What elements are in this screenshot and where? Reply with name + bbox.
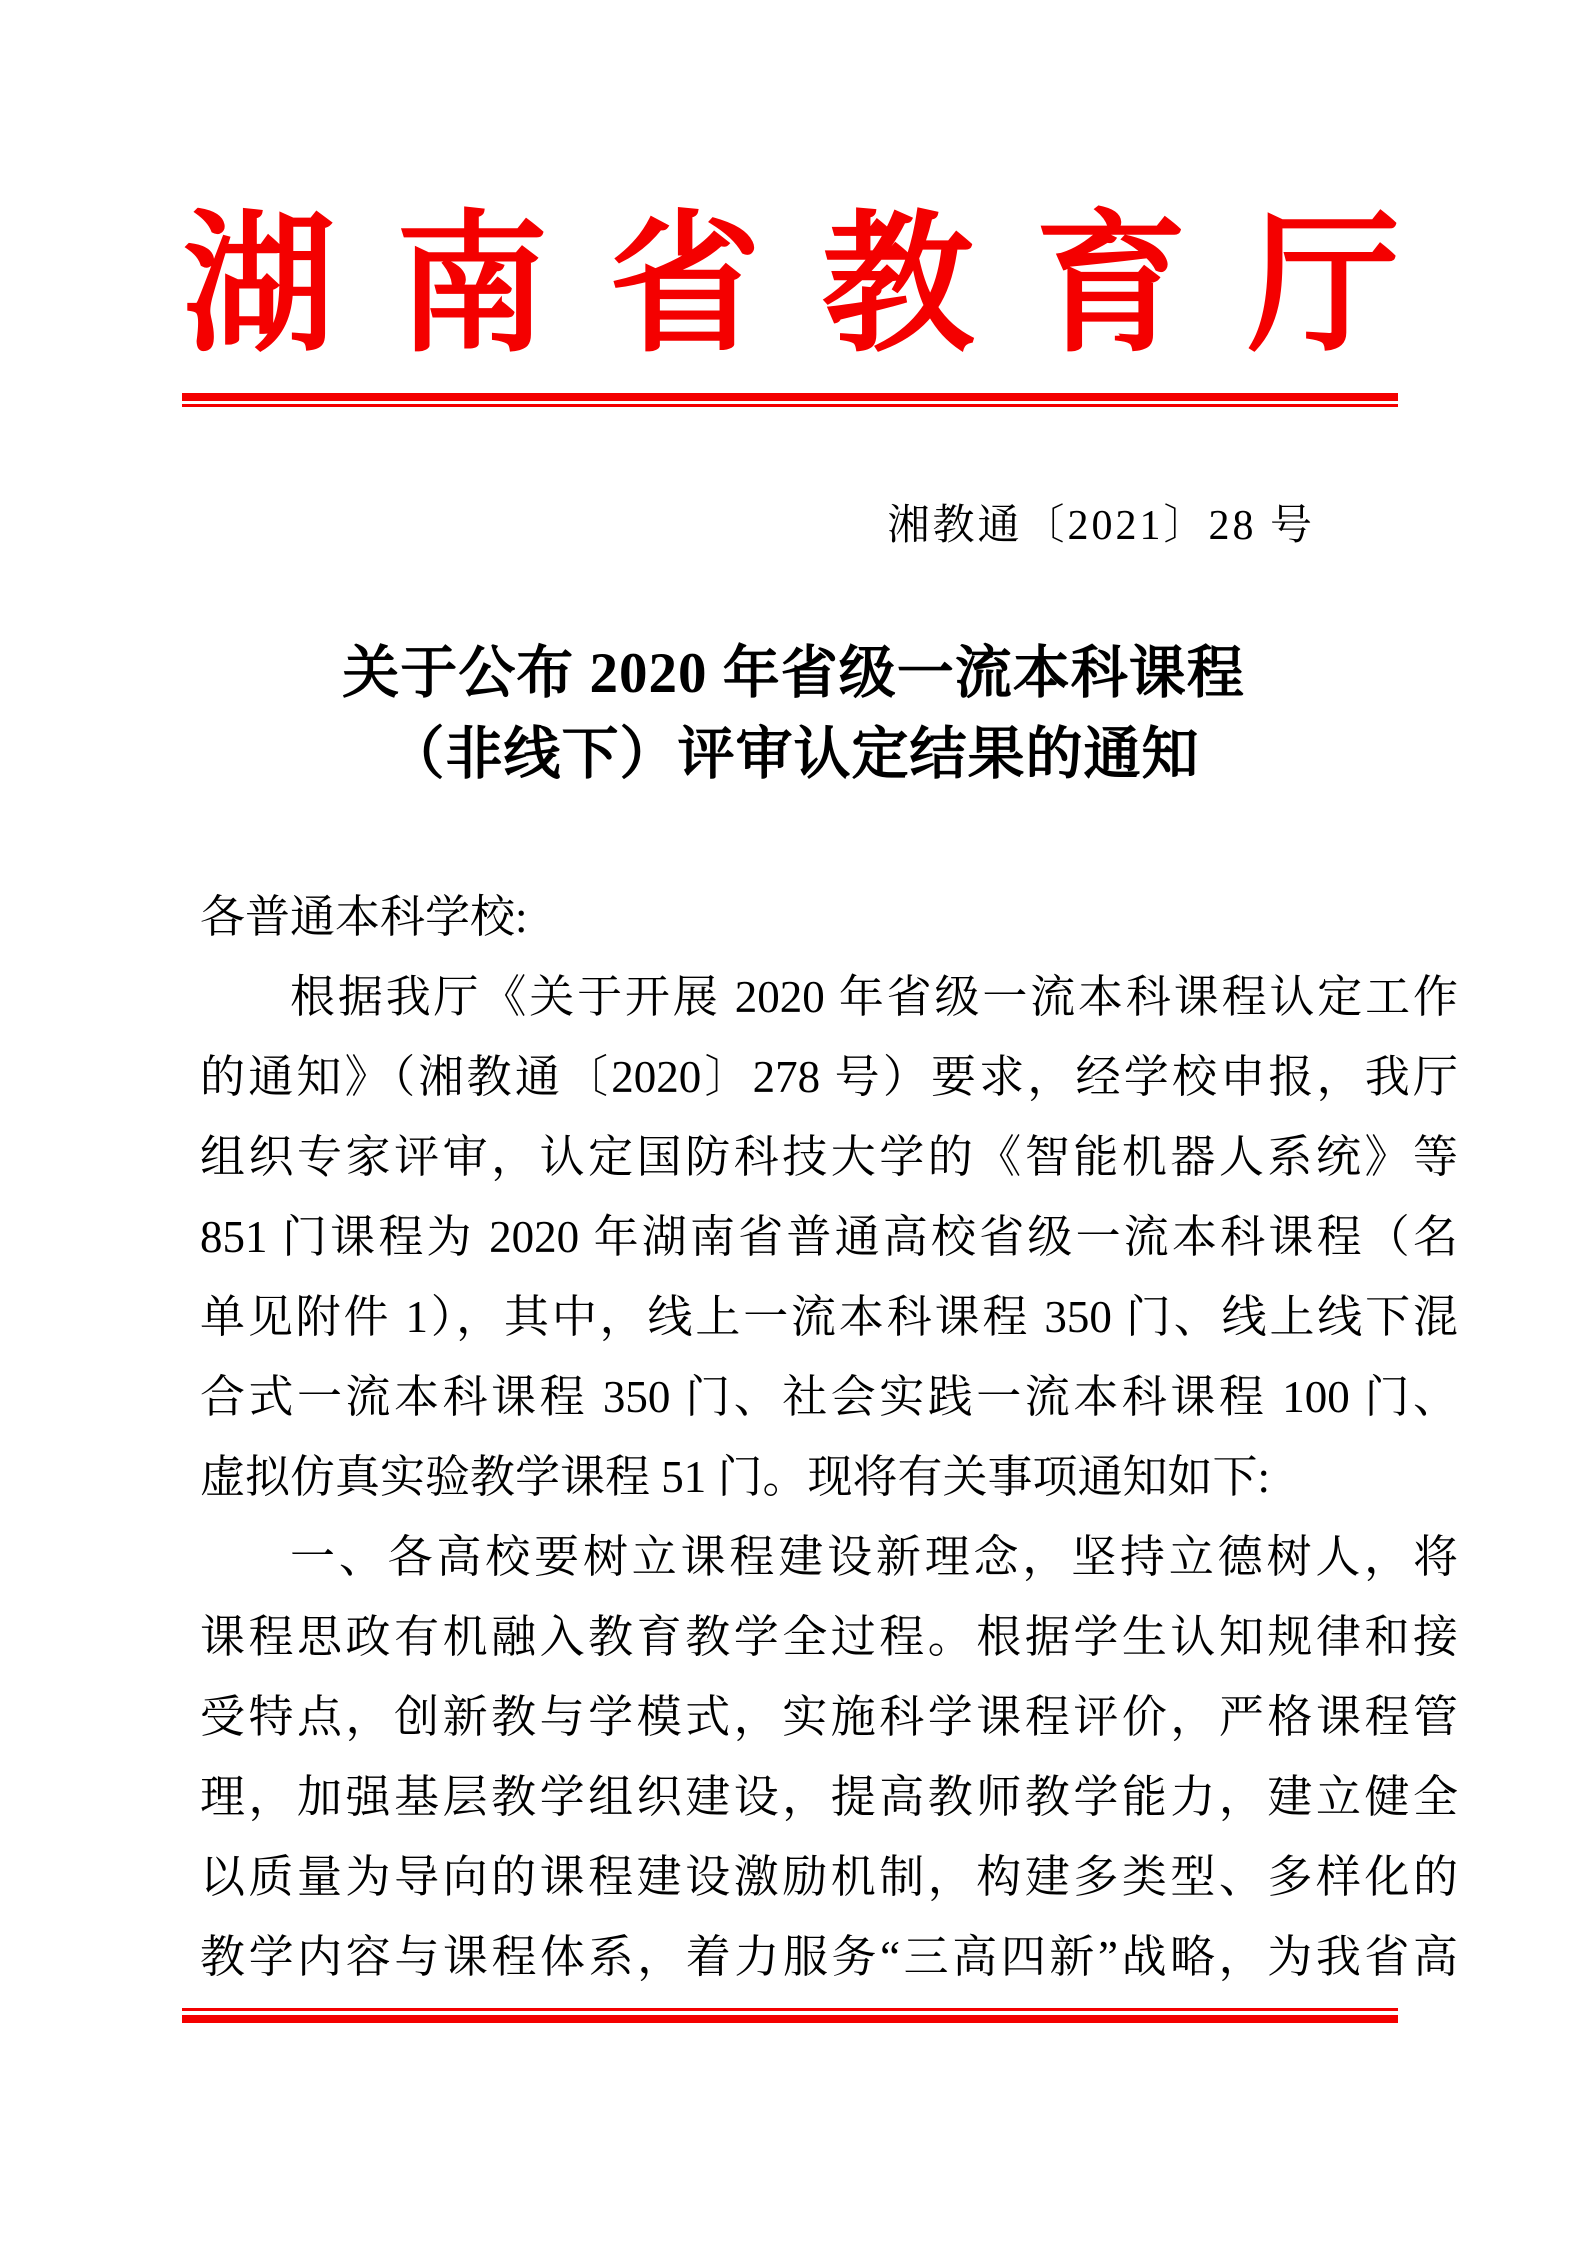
body-line: 课程思政有机融入教育教学全过程。根据学生认知规律和接 xyxy=(200,1612,1458,1662)
body-line: 的通知》（湘教通〔2020〕278 号）要求，经学校申报，我厅 xyxy=(200,1052,1458,1102)
header-divider-thin-line xyxy=(182,404,1398,407)
body-line: 851 门课程为 2020 年湖南省普通高校省级一流本科课程（名 xyxy=(200,1212,1458,1262)
body-line: 虚拟仿真实验教学课程 51 门。现将有关事项通知如下: xyxy=(200,1452,1271,1502)
body-line: 组织专家评审，认定国防科技大学的《智能机器人系统》等 xyxy=(200,1132,1458,1182)
body-line: 以质量为导向的课程建设激励机制，构建多类型、多样化的 xyxy=(200,1852,1458,1902)
footer-divider xyxy=(182,2008,1398,2023)
body-line: 理，加强基层教学组织建设，提高教师教学能力，建立健全 xyxy=(200,1772,1458,1822)
body-line: 受特点，创新教与学模式，实施科学课程评价，严格课程管 xyxy=(200,1692,1458,1742)
header-divider-thick-line xyxy=(182,393,1398,401)
body-line: 合式一流本科课程 350 门、社会实践一流本科课程 100 门、 xyxy=(200,1372,1458,1422)
header-divider xyxy=(182,393,1398,407)
footer-divider-thick-line xyxy=(182,2015,1398,2023)
body-line: 教学内容与课程体系，着力服务“三高四新”战略，为我省高 xyxy=(200,1932,1458,1982)
document-title-line1: 关于公布 2020 年省级一流本科课程 xyxy=(342,642,1245,705)
doc-number: 湘教通〔2021〕28 号 xyxy=(887,503,1315,549)
footer-divider-thin-line xyxy=(182,2008,1398,2011)
body-line: 根据我厅《关于开展 2020 年省级一流本科课程认定工作 xyxy=(290,972,1458,1022)
document-body xyxy=(200,877,1458,1997)
body-line: 一、各高校要树立课程建设新理念，坚持立德树人，将 xyxy=(290,1532,1458,1582)
document-title xyxy=(0,633,1587,795)
document-title-line2: （非线下）评审认定结果的通知 xyxy=(387,723,1200,786)
body-line: 各普通本科学校: xyxy=(200,892,528,942)
agency-name: 湖南省教育厅 xyxy=(183,202,1461,370)
body-line: 单见附件 1），其中，线上一流本科课程 350 门、线上线下混 xyxy=(200,1292,1458,1342)
